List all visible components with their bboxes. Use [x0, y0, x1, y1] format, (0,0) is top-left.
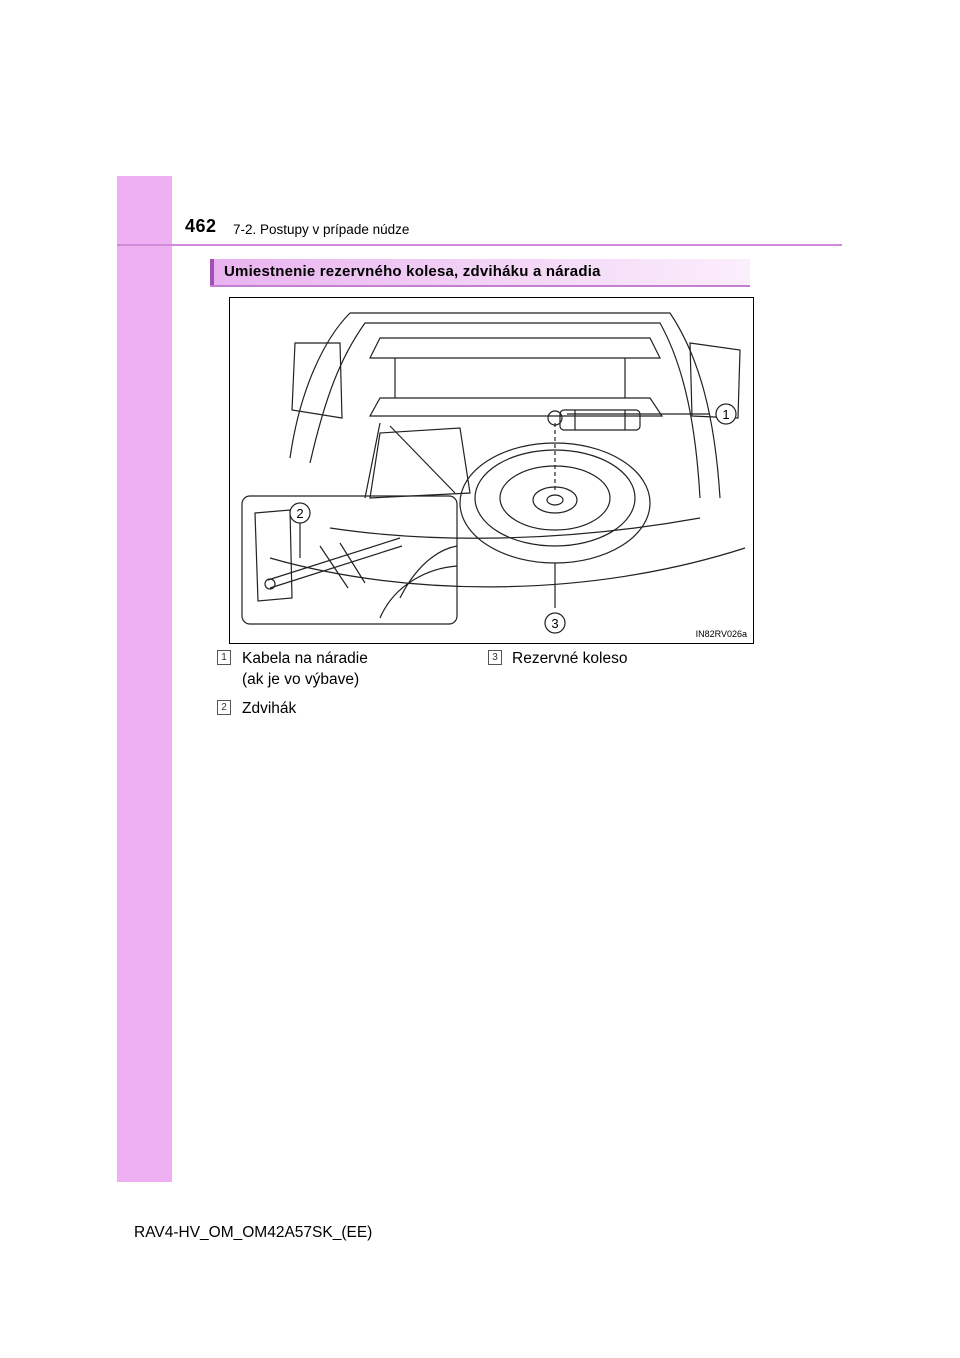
chapter-title: 7-2. Postupy v prípade núdze [233, 222, 410, 237]
trunk-drawing [230, 298, 753, 643]
legend-number-2: 2 [217, 700, 231, 715]
callout-1-label: 1 [722, 407, 730, 422]
legend-item-1-line2: (ak je vo výbave) [242, 671, 360, 688]
page-number: 462 [185, 216, 217, 236]
legend-item-3 [512, 648, 627, 669]
legend-item-2-line1: Zdvihák [242, 700, 297, 717]
legend-number-1: 1 [217, 650, 231, 665]
section-heading-bar [210, 259, 750, 287]
callout-3-label: 3 [551, 616, 559, 631]
legend-number-3: 3 [488, 650, 502, 665]
callout-2-label: 2 [296, 506, 304, 521]
legend-item-1-line1: Kabela na náradie [242, 650, 368, 667]
footer-document-code: RAV4-HV_OM_OM42A57SK_(EE) [134, 1224, 373, 1241]
legend-item-3-line1: Rezervné koleso [512, 650, 628, 667]
section-title: Umiestnenie rezervného kolesa, zdviháku a náradia [224, 263, 601, 280]
side-band [117, 176, 172, 1182]
trunk-illustration [229, 297, 754, 644]
legend-item-2 [242, 698, 296, 719]
section-accent-mark [210, 259, 214, 285]
header-rule [117, 244, 842, 246]
legend-item-1 [242, 648, 368, 690]
figure-code: IN82RV026a [695, 629, 747, 639]
